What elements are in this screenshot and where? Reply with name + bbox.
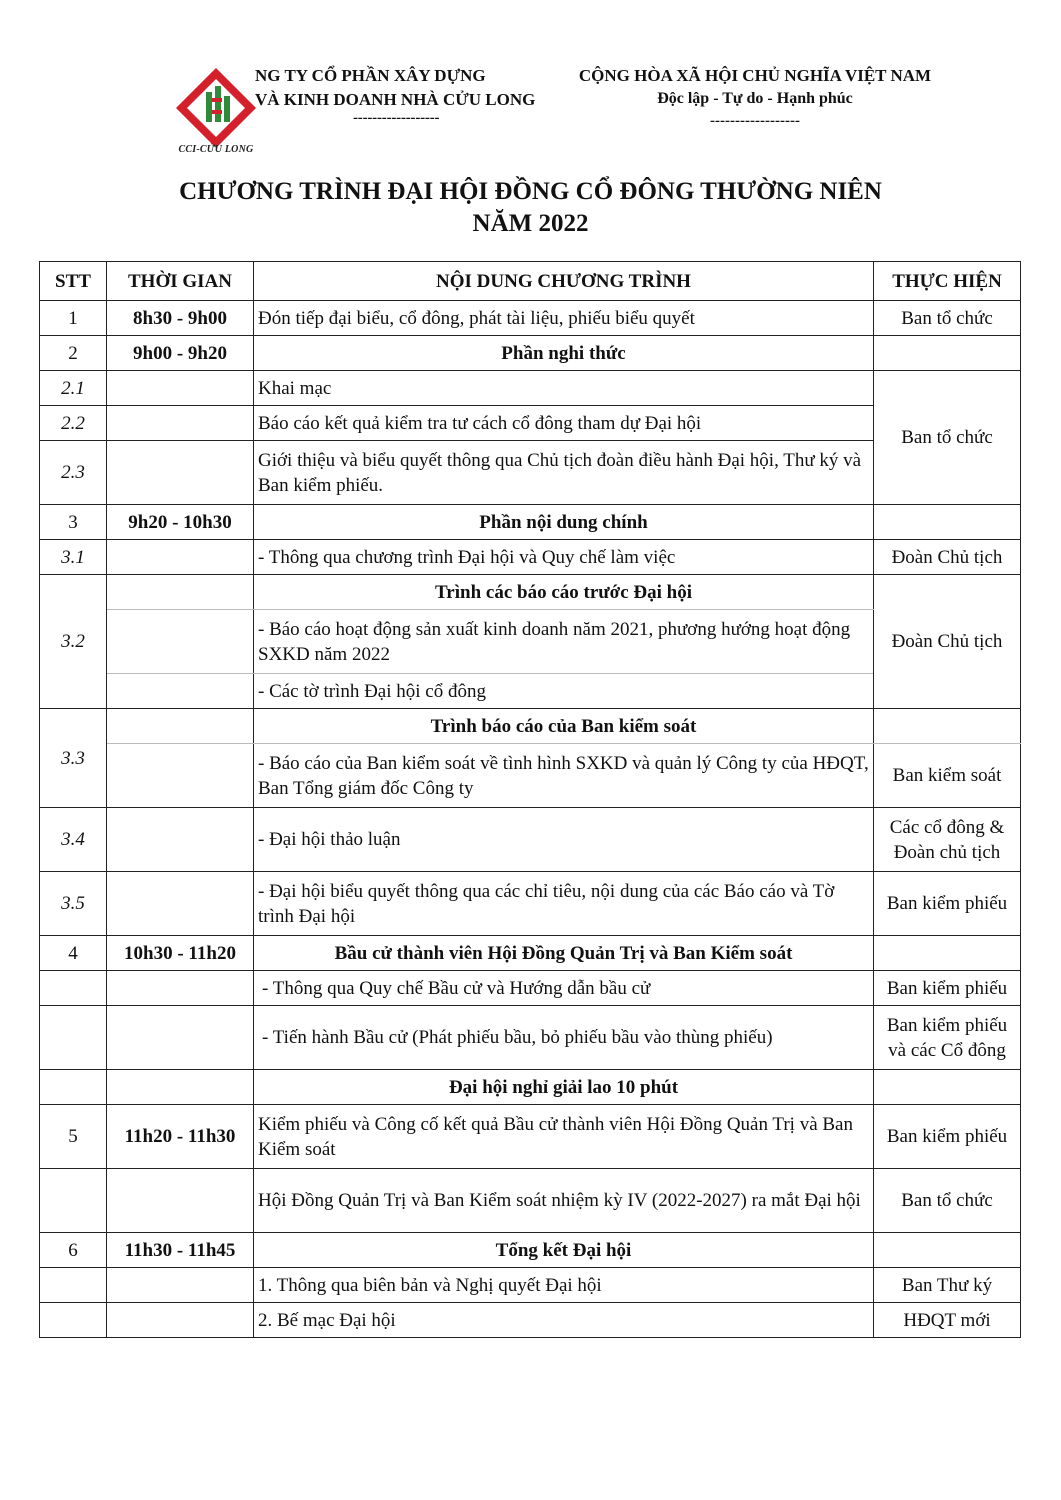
cell-stt — [40, 1303, 107, 1338]
nation-motto: Độc lập - Tự do - Hạnh phúc — [657, 90, 853, 107]
cell-content: - Thông qua Quy chế Bầu cử và Hướng dẫn bầu cử — [254, 971, 874, 1006]
cell-time: 11h20 - 11h30 — [107, 1105, 254, 1169]
cell-content: 1. Thông qua biên bản và Nghị quyết Đại hội — [254, 1268, 874, 1303]
cell-time — [107, 575, 254, 610]
section-heading: Tổng kết Đại hội — [254, 1233, 874, 1268]
logo-caption: CCI-CỬU LONG — [178, 144, 254, 155]
cell-stt: 2.1 — [40, 371, 107, 406]
cell-performer — [874, 1233, 1021, 1268]
cell-time — [107, 371, 254, 406]
cell-time: 8h30 - 9h00 — [107, 301, 254, 336]
cell-time — [107, 744, 254, 808]
nation-divider: ------------------ — [710, 113, 800, 129]
cell-performer: Ban tổ chức — [874, 371, 1021, 505]
cell-stt: 3.1 — [40, 540, 107, 575]
nation-name: CỘNG HÒA XÃ HỘI CHỦ NGHĨA VIỆT NAM — [578, 66, 932, 85]
cell-content: Khai mạc — [254, 371, 874, 406]
cell-content: - Các tờ trình Đại hội cổ đông — [254, 674, 874, 709]
cell-stt: 2 — [40, 336, 107, 371]
cell-time: 11h30 - 11h45 — [107, 1233, 254, 1268]
table-row — [40, 505, 1021, 540]
cell-performer — [874, 505, 1021, 540]
cell-stt: 4 — [40, 936, 107, 971]
cell-content: Kiểm phiếu và Công cố kết quả Bầu cử thành viên Hội Đồng Quản Trị và Ban Kiểm soát — [254, 1105, 874, 1169]
header-performer: THỰC HIỆN — [874, 262, 1021, 301]
table-row — [40, 1233, 1021, 1268]
table-row — [40, 744, 1021, 808]
cell-time — [107, 1070, 254, 1105]
cell-performer: Ban kiểm phiếu — [874, 1105, 1021, 1169]
header-stt: STT — [40, 262, 107, 301]
performer-line: Ban kiểm phiếu — [886, 1014, 1008, 1036]
cell-time — [107, 441, 254, 505]
cell-stt — [40, 1070, 107, 1105]
cell-time: 9h00 - 9h20 — [107, 336, 254, 371]
table-row — [40, 336, 1021, 371]
cell-stt: 5 — [40, 1105, 107, 1169]
cell-performer — [874, 808, 1021, 872]
table-row — [40, 1303, 1021, 1338]
cell-time — [107, 709, 254, 744]
company-name-line1: NG TY CỔ PHẦN XÂY DỰNG — [255, 66, 486, 85]
table-row — [40, 575, 1021, 610]
cell-time — [107, 808, 254, 872]
table-row — [40, 371, 1021, 406]
break-heading: Đại hội nghỉ giải lao 10 phút — [254, 1070, 874, 1105]
cell-performer — [874, 936, 1021, 971]
cell-content: - Đại hội biểu quyết thông qua các chỉ tiêu, nội dung của các Báo cáo và Tờ trình Đại hội — [254, 872, 874, 936]
cell-stt: 3.4 — [40, 808, 107, 872]
cell-time — [107, 1169, 254, 1233]
cell-time — [107, 872, 254, 936]
table-row — [40, 1070, 1021, 1105]
cell-content: Giới thiệu và biểu quyết thông qua Chủ tịch đoàn điều hành Đại hội, Thư ký và Ban kiểm phiếu. — [254, 441, 874, 505]
cell-content: - Đại hội thảo luận — [254, 808, 874, 872]
national-motto-block — [555, 64, 955, 132]
cell-performer: Ban kiểm soát — [874, 744, 1021, 808]
cell-performer: Ban tổ chức — [874, 1169, 1021, 1233]
cell-performer: Ban tổ chức — [874, 301, 1021, 336]
cell-stt — [40, 971, 107, 1006]
cell-time: 9h20 - 10h30 — [107, 505, 254, 540]
section-heading: Phần nội dung chính — [254, 505, 874, 540]
header-content: NỘI DUNG CHƯƠNG TRÌNH — [254, 262, 874, 301]
cell-time — [107, 540, 254, 575]
company-name-line2: VÀ KINH DOANH NHÀ CỬU LONG — [255, 90, 536, 109]
table-row — [40, 1006, 1021, 1070]
cell-performer: HĐQT mới — [874, 1303, 1021, 1338]
agenda-table — [39, 261, 1021, 1338]
cell-performer — [874, 1006, 1021, 1070]
cell-performer — [874, 1070, 1021, 1105]
table-row — [40, 674, 1021, 709]
cell-content: - Báo cáo hoạt động sản xuất kinh doanh năm 2021, phương hướng hoạt động SXKD năm 2022 — [254, 610, 874, 674]
cell-content: 2. Bế mạc Đại hội — [254, 1303, 874, 1338]
table-row — [40, 1169, 1021, 1233]
section-heading: Phần nghi thức — [254, 336, 874, 371]
performer-line: Các cổ đông & — [889, 816, 1005, 838]
cell-performer: Ban Thư ký — [874, 1268, 1021, 1303]
cell-stt — [40, 1169, 107, 1233]
cell-time — [107, 674, 254, 709]
cell-content: Báo cáo kết quả kiểm tra tư cách cổ đông tham dự Đại hội — [254, 406, 874, 441]
cell-performer — [874, 709, 1021, 744]
cell-time — [107, 971, 254, 1006]
cell-time — [107, 1006, 254, 1070]
cell-time — [107, 610, 254, 674]
cell-stt: 3 — [40, 505, 107, 540]
table-row — [40, 709, 1021, 744]
company-divider: ------------------ — [353, 110, 440, 126]
cell-stt: 3.2 — [40, 575, 107, 709]
table-row — [40, 971, 1021, 1006]
title-line2: NĂM 2022 — [472, 210, 589, 237]
cell-stt: 3.5 — [40, 872, 107, 936]
table-row — [40, 301, 1021, 336]
table-row — [40, 1105, 1021, 1169]
subsection-heading: Trình các báo cáo trước Đại hội — [254, 575, 874, 610]
company-name-block — [255, 64, 555, 126]
cell-content: - Tiến hành Bầu cử (Phát phiếu bầu, bỏ phiếu bầu vào thùng phiếu) — [254, 1006, 874, 1070]
table-header-row — [40, 262, 1021, 301]
cell-content: Hội Đồng Quản Trị và Ban Kiểm soát nhiệm kỳ IV (2022-2027) ra mắt Đại hội — [254, 1169, 874, 1233]
cell-time: 10h30 - 11h20 — [107, 936, 254, 971]
table-row — [40, 610, 1021, 674]
cell-stt: 2.2 — [40, 406, 107, 441]
document-title — [0, 176, 1061, 240]
cell-stt: 2.3 — [40, 441, 107, 505]
title-line1: CHƯƠNG TRÌNH ĐẠI HỘI ĐỒNG CỔ ĐÔNG THƯỜNG NIÊN — [179, 178, 882, 205]
header-time: THỜI GIAN — [107, 262, 254, 301]
cell-time — [107, 1303, 254, 1338]
cell-stt: 6 — [40, 1233, 107, 1268]
cell-performer: Đoàn Chủ tịch — [874, 575, 1021, 709]
cell-stt — [40, 1268, 107, 1303]
cell-content: - Thông qua chương trình Đại hội và Quy chế làm việc — [254, 540, 874, 575]
table-row — [40, 441, 1021, 505]
performer-line: và các Cổ đông — [888, 1039, 1006, 1061]
cell-time — [107, 1268, 254, 1303]
section-heading: Bầu cử thành viên Hội Đồng Quản Trị và Ban Kiểm soát — [254, 936, 874, 971]
table-row — [40, 406, 1021, 441]
cell-content: - Báo cáo của Ban kiểm soát về tình hình SXKD và quản lý Công ty của HĐQT, Ban Tổng giám đốc Công ty — [254, 744, 874, 808]
table-row — [40, 1268, 1021, 1303]
cell-stt: 1 — [40, 301, 107, 336]
cell-performer: Ban kiểm phiếu — [874, 872, 1021, 936]
subsection-heading: Trình báo cáo của Ban kiểm soát — [254, 709, 874, 744]
table-row — [40, 540, 1021, 575]
cell-content: Đón tiếp đại biểu, cổ đông, phát tài liệu, phiếu biểu quyết — [254, 301, 874, 336]
table-row — [40, 936, 1021, 971]
table-row — [40, 808, 1021, 872]
table-row — [40, 872, 1021, 936]
cell-stt — [40, 1006, 107, 1070]
cell-time — [107, 406, 254, 441]
cell-stt: 3.3 — [40, 709, 107, 808]
cell-performer: Đoàn Chủ tịch — [874, 540, 1021, 575]
performer-line: Đoàn chủ tịch — [893, 841, 1001, 863]
cell-performer — [874, 336, 1021, 371]
cell-performer: Ban kiểm phiếu — [874, 971, 1021, 1006]
